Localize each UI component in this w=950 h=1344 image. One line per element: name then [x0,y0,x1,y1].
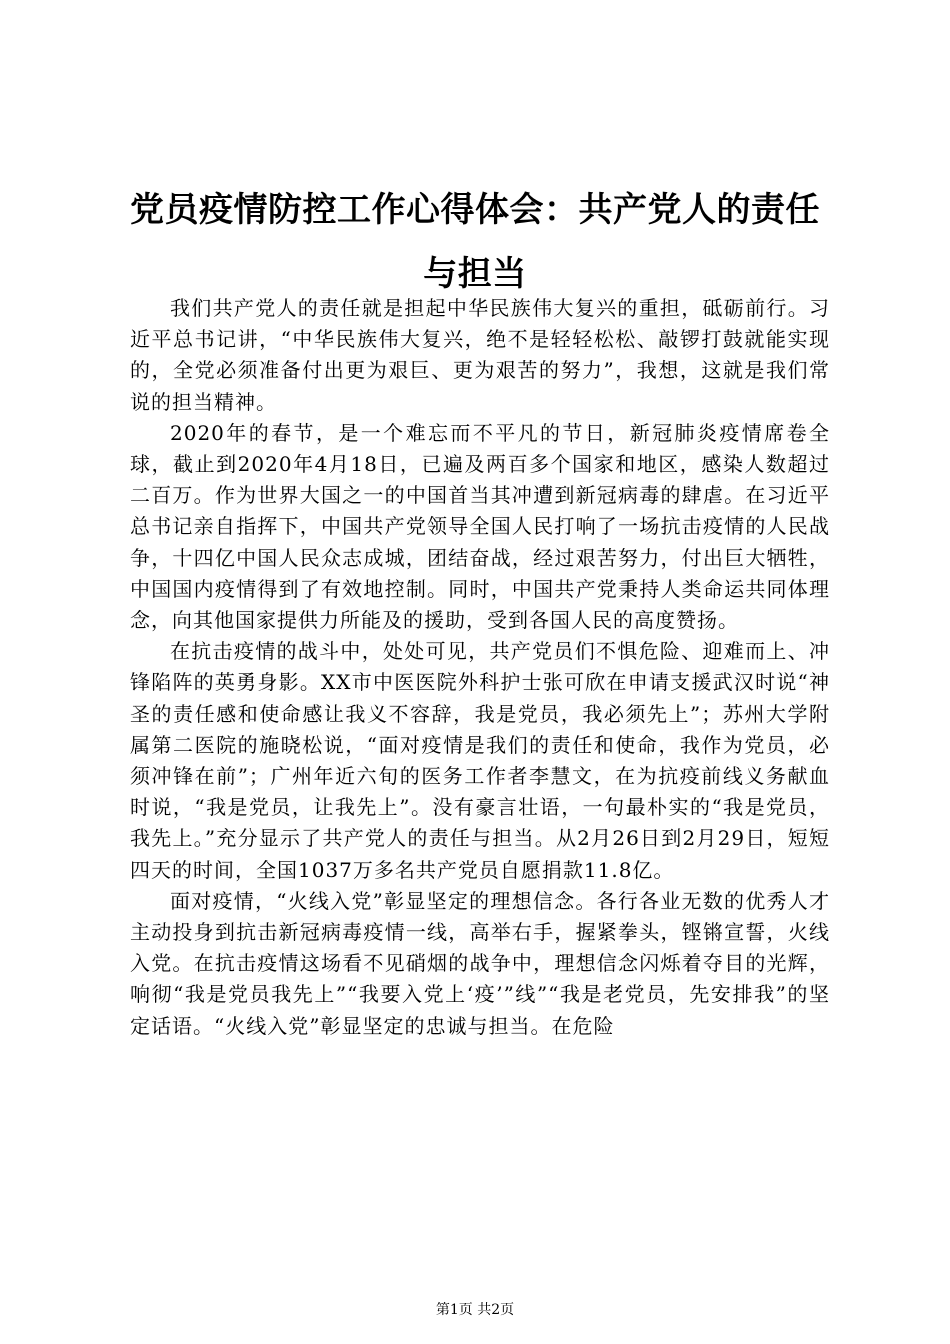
paragraph-1: 我们共产党人的责任就是担起中华民族伟大复兴的重担，砥砺前行。习近平总书记讲，“中华民族伟大复兴，绝不是轻轻松松、敲锣打鼓就能实现的，全党必须准备付出更为艰巨、更为艰苦的努力”，我想，这就是我们常说的担当精神。 [130,296,830,414]
page-number-footer: 第1页 共2页 [435,1302,515,1318]
paragraph-4: 面对疫情，“火线入党”彰显坚定的理想信念。各行各业无数的优秀人才主动投身到抗击新冠病毒疫情一线，高举右手，握紧拳头，铿锵宣誓，火线入党。在抗击疫情这场看不见硝烟的战争中，理想信念闪烁着夺目的光辉，响彻“我是党员我先上”“我要入党上‘疫’”线”“我是老党员，先安排我”的坚定话语。“火线入党”彰显坚定的忠诚与担当。在危险 [130,888,830,1038]
paragraph-3: 在抗击疫情的战斗中，处处可见，共产党员们不惧危险、迎难而上、冲锋陷阵的英勇身影。XX市中医医院外科护士张可欣在申请支援武汉时说“神圣的责任感和使命感让我义不容辞，我是党员，我必须先上”；苏州大学附属第二医院的施晓松说，“面对疫情是我们的责任和使命，我作为党员，必须冲锋在前”；广州年近六旬的医务工作者李慧文，在为抗疫前线义务献血时说，“我是党员，让我先上”。没有豪言壮语，一句最朴实的“我是党员，我先上。”充分显示了共产党人的责任与担当。从2月26日到2月29日，短短四天的时间，全国1037万多名共产党员自愿捐款11.8亿。 [130,639,830,882]
paragraph-2: 2020年的春节，是一个难忘而不平凡的节日，新冠肺炎疫情席卷全球，截止到2020年4月18日，已遍及两百多个国家和地区，感染人数超过二百万。作为世界大国之一的中国首当其冲遭到新冠病毒的肆虐。在习近平总书记亲自指挥下，中国共产党领导全国人民打响了一场抗击疫情的人民战争，十四亿中国人民众志成城，团结奋战，经过艰苦努力，付出巨大牺牲，中国国内疫情得到了有效地控制。同时，中国共产党秉持人类命运共同体理念，向其他国家提供力所能及的援助，受到各国人民的高度赞扬。 [130,420,830,633]
document-title: 党员疫情防控工作心得体会：共产党人的责任与担当 [130,190,820,294]
document-body [130,293,830,1042]
